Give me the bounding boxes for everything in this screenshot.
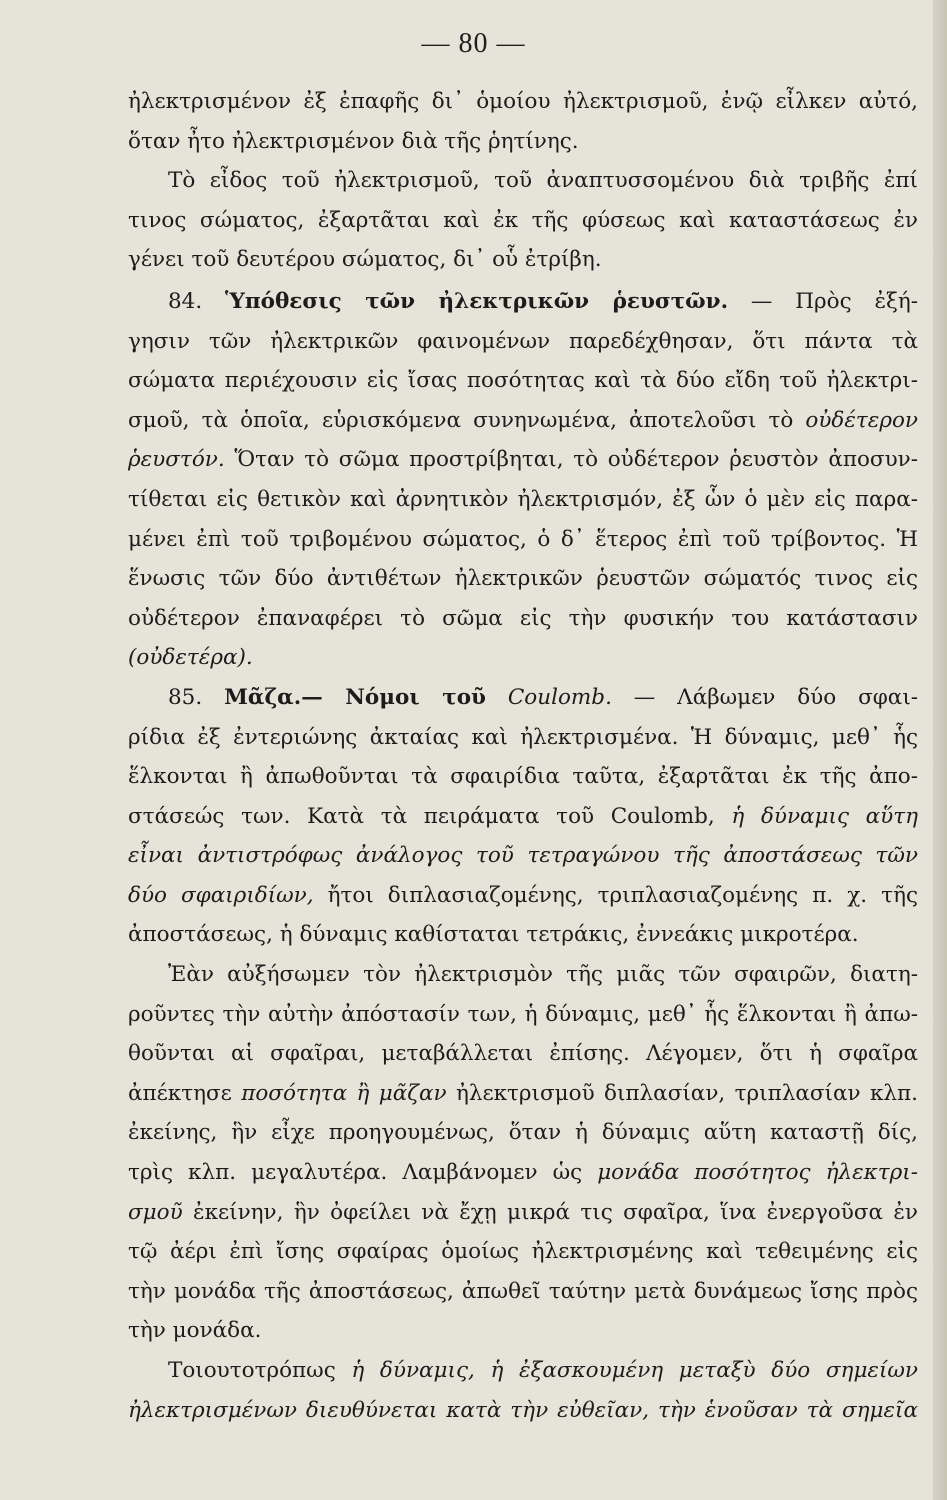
text-line: σμοῦ, τὰ ὁποῖα, εὑρισκόμενα συνηνωμένα, ἀποτελοῦσι τὸ οὐδέτερον <box>128 407 918 433</box>
text-line: ὅταν ἦτο ἠλεκτρισμένον διὰ τῆς ῥητίνης. <box>128 128 579 154</box>
text-line: ἀποστάσεως, ἡ δύναμις καθίσταται τετράκις, ἐννεάκις μικροτέρα. <box>128 922 859 948</box>
text-line: ἠλεκτρισμένων διευθύνεται κατὰ τὴν εὐθεῖαν, τὴν ἑνοῦσαν τὰ σημεῖα <box>128 1397 918 1423</box>
text-line: ἕνωσις τῶν δύο ἀντιθέτων ἠλεκτρικῶν ῥευστῶν σώματός τινος εἰς <box>128 566 918 592</box>
section-title: Ὑπόθεσις τῶν ἠλεκτρικῶν ῥευστῶν. <box>225 288 729 314</box>
text-line: ἀπέκτησε ποσότητα ἢ μᾶζαν ἠλεκτρισμοῦ διπλασίαν, τριπλασίαν κλπ. <box>128 1080 918 1106</box>
text-line: εἶναι ἀντιστρόφως ἀνάλογος τοῦ τετραγώνου τῆς ἀποστάσεως τῶν <box>128 843 918 869</box>
text-line: δύο σφαιριδίων, ἤτοι διπλασιαζομένης, τριπλασιαζομένης π. χ. τῆς <box>128 882 918 908</box>
section-85-heading-line: 85. Μᾶζα.— Νόμοι τοῦ Coulomb. — Λάβωμεν δύο σφαι- <box>168 684 919 710</box>
section-number: 85. <box>168 684 203 710</box>
text-line: σώματα περιέχουσιν εἰς ἴσας ποσότητας καὶ τὰ δύο εἴδη τοῦ ἠλεκτρι- <box>128 368 918 394</box>
text-line: ροῦντες τὴν αὐτὴν ἀπόστασίν των, ἡ δύναμις, μεθ᾿ ἧς ἕλκονται ἢ ἀπω- <box>128 1001 918 1027</box>
text-line: σμοῦ ἐκείνην, ἣν ὀφείλει νὰ ἔχῃ μικρά τις σφαῖρα, ἵνα ἐνεργοῦσα ἐν <box>128 1199 918 1225</box>
text-line: γένει τοῦ δευτέρου σώματος, δι᾿ οὗ ἐτρίβη. <box>128 247 602 273</box>
text-line: τρὶς κλπ. μεγαλυτέρα. Λαμβάνομεν ὡς μονάδα ποσότητος ἠλεκτρι- <box>128 1160 918 1186</box>
body-text <box>128 82 918 1430</box>
paragraph-start: Τοιουτοτρόπως ἡ δύναμις, ἡ ἐξασκουμένη μεταξὺ δύο σημείων <box>168 1358 918 1383</box>
text-line: (οὐδετέρα). <box>128 645 253 671</box>
page-edge <box>933 0 947 1500</box>
page-number: — 80 — <box>421 28 526 59</box>
text-line: μένει ἐπὶ τοῦ τριβομένου σώματος, ὁ δ᾿ ἕτερος ἐπὶ τοῦ τρίβοντος. Ἡ <box>128 526 918 552</box>
text-line: θοῦνται αἱ σφαῖραι, μεταβάλλεται ἐπίσης. Λέγομεν, ὅτι ἡ σφαῖρα <box>128 1041 918 1067</box>
section-title-name: Coulomb. <box>507 684 612 710</box>
section-84-heading-line: 84. Ὑπόθεσις τῶν ἠλεκτρικῶν ῥευστῶν. — Πρὸς ἐξή- <box>168 288 918 314</box>
text-line: ἐκείνης, ἣν εἶχε προηγουμένως, ὅταν ἡ δύναμις αὕτη καταστῇ δίς, <box>128 1120 918 1146</box>
text-line: τὴν μονάδα. <box>128 1318 262 1344</box>
text-line: τὴν μονάδα τῆς ἀποστάσεως, ἀπωθεῖ ταύτην μετὰ δυνάμεως ἴσης πρὸς <box>128 1278 918 1304</box>
section-title: Μᾶζα.— Νόμοι τοῦ <box>224 684 486 710</box>
text-line: στάσεώς των. Κατὰ τὰ πειράματα τοῦ Coulomb, ἡ δύναμις αὕτη <box>128 803 918 829</box>
text-line: ἕλκονται ἢ ἀπωθοῦνται τὰ σφαιρίδια ταῦτα, ἐξαρτᾶται ἐκ τῆς ἀπο- <box>128 764 918 790</box>
text-line: τίθεται εἰς θετικὸν καὶ ἀρνητικὸν ἠλεκτρισμόν, ἐξ ὧν ὁ μὲν εἰς παρα- <box>128 486 918 512</box>
text-line: ῥευστόν. Ὅταν τὸ σῶμα προστρίβηται, τὸ οὐδέτερον ῥευστὸν ἀποσυν- <box>128 447 919 473</box>
paragraph-start: Ἐὰν αὐξήσωμεν τὸν ἠλεκτρισμὸν τῆς μιᾶς τῶν σφαιρῶν, διατη- <box>168 962 918 988</box>
paragraph-start: Τὸ εἶδος τοῦ ἠλεκτρισμοῦ, τοῦ ἀναπτυσσομένου διὰ τριβῆς ἐπί <box>168 168 918 194</box>
section-number: 84. <box>168 288 203 314</box>
text-line: τινος σώματος, ἐξαρτᾶται καὶ ἐκ τῆς φύσεως καὶ καταστάσεως ἐν <box>128 207 918 233</box>
text-line: τῷ ἀέρι ἐπὶ ἴσης σφαίρας ὁμοίως ἠλεκτρισμένης καὶ τεθειμένης εἰς <box>128 1239 918 1265</box>
text-line: ἠλεκτρισμένον ἐξ ἐπαφῆς δι᾿ ὁμοίου ἠλεκτρισμοῦ, ἐνῷ εἶλκεν αὐτό, <box>128 89 918 114</box>
text-line: γησιν τῶν ἠλεκτρικῶν φαινομένων παρεδέχθησαν, ὅτι πάντα τὰ <box>128 328 918 354</box>
text-line: οὐδέτερον ἐπαναφέρει τὸ σῶμα εἰς τὴν φυσικήν του κατάστασιν <box>128 605 918 631</box>
text-line: ρίδια ἐξ ἐντεριώνης ἀκταίας καὶ ἠλεκτρισμένα. Ἡ δύναμις, μεθ᾿ ἧς <box>128 724 918 750</box>
